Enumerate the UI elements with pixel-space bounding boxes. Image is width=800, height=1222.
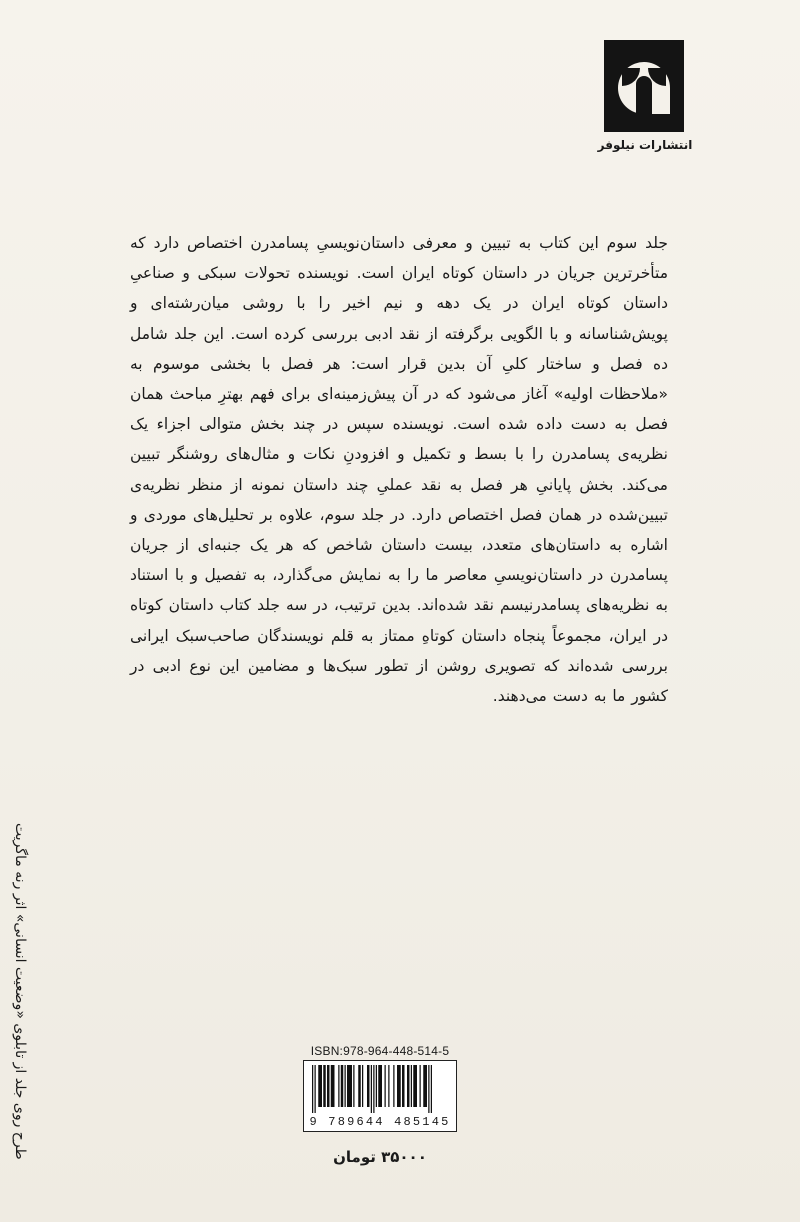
barcode-bar	[315, 1065, 316, 1113]
barcode-bar	[411, 1065, 412, 1107]
barcode-bar	[338, 1065, 339, 1107]
barcode-bar	[371, 1065, 372, 1113]
publisher-name: انتشارات نیلوفر	[597, 138, 693, 152]
price: ۳۵۰۰۰ تومان	[333, 1148, 427, 1166]
barcode-bar	[407, 1065, 410, 1107]
barcode	[303, 1060, 457, 1132]
barcode-bar	[428, 1065, 429, 1113]
book-description: جلد سوم این کتاب به تبیین و معرفی داستان‌نویسیِ پسامدرن اختصاص دارد که متأخرترین جریان در داستان کوتاه ایران است. نویسنده تحولات سبکی و صناعیِ داستان کوتاه ایران در یک دهه و نیم اخیر را با روشی میان‌رشته‌ای و پویش‌شناسانه و با الگویی برگرفته از نقد ادبی بررسی کرده است. این جلد شامل ده فصل و ساختار کلیِ آن بدین قرار است: هر فصل با بخشی موسوم به «ملاحظات اولیه» آغاز می‌شود که در آن پیش‌زمینه‌ای برای فهم بهترِ مباحث همان فصل به دست داده شده است. نویسنده سپس در چند بخش متوالی اجزاء یک نظریه‌ی پسامدرن را با بسط و تکمیل و افزودنِ نکات و مثال‌های روشنگر تبیین می‌کند. بخش پایانیِ هر فصل به نقد عملیِ چند داستان نمونه از منظر نظریه‌ی تبیین‌شده در همان فصل اختصاص دارد. در جلد سوم، علاوه بر تحلیل‌های موردی و اشاره به داستان‌های متعدد، بیست داستان شاخص که هر یک جنبه‌ای از جریان پسامدرن در داستان‌نویسیِ معاصر ما را به نمایش می‌گذارد، به تفصیل و با استناد به نظریه‌های پسامدرنیسم نقد شده‌اند. بدین ترتیب، در سه جلد کتاب داستان کوتاه در ایران، مجموعاً پنجاه داستان کوتاهِ ممتاز به قلم نویسندگان صاحب‌سبک ایرانی بررسی شده‌اند که تصویری روشن از تطور سبک‌ها و مضامین این نوع ادبی در کشور ما به دست می‌دهند.	[130, 234, 668, 706]
barcode-bar	[388, 1065, 389, 1107]
barcode-bar	[402, 1065, 405, 1107]
barcode-bar	[397, 1065, 401, 1107]
barcode-bar	[378, 1065, 382, 1107]
barcode-bars	[310, 1065, 450, 1113]
barcode-bar	[393, 1065, 394, 1107]
barcode-bar	[358, 1065, 361, 1107]
logo-stem	[636, 76, 652, 116]
isbn-label: ISBN:978-964-448-514-5	[310, 1044, 450, 1058]
barcode-bar	[420, 1065, 421, 1107]
barcode-bar	[385, 1065, 386, 1107]
barcode-bar	[373, 1065, 374, 1113]
barcode-bar	[362, 1065, 363, 1107]
barcode-bar	[327, 1065, 330, 1107]
barcode-bar	[347, 1065, 352, 1107]
barcode-bar	[367, 1065, 370, 1107]
barcode-bar	[318, 1065, 322, 1107]
barcode-bar	[341, 1065, 344, 1107]
cover-credit-container	[2, 800, 42, 1160]
barcode-bar	[423, 1065, 427, 1107]
cover-credit: طرح روی جلد از تابلوی «وضعیت انسانی» اثر رنه ماگریت	[12, 823, 28, 1160]
barcode-bar	[345, 1065, 346, 1107]
barcode-bar	[376, 1065, 377, 1107]
publisher-logo-icon	[604, 40, 684, 132]
barcode-bar	[353, 1065, 354, 1107]
barcode-bar	[331, 1065, 335, 1107]
barcode-bar	[431, 1065, 432, 1113]
barcode-bar	[413, 1065, 417, 1107]
barcode-bar	[312, 1065, 313, 1113]
barcode-bar	[323, 1065, 326, 1107]
barcode-digits: 9 789644 485145	[309, 1115, 451, 1129]
